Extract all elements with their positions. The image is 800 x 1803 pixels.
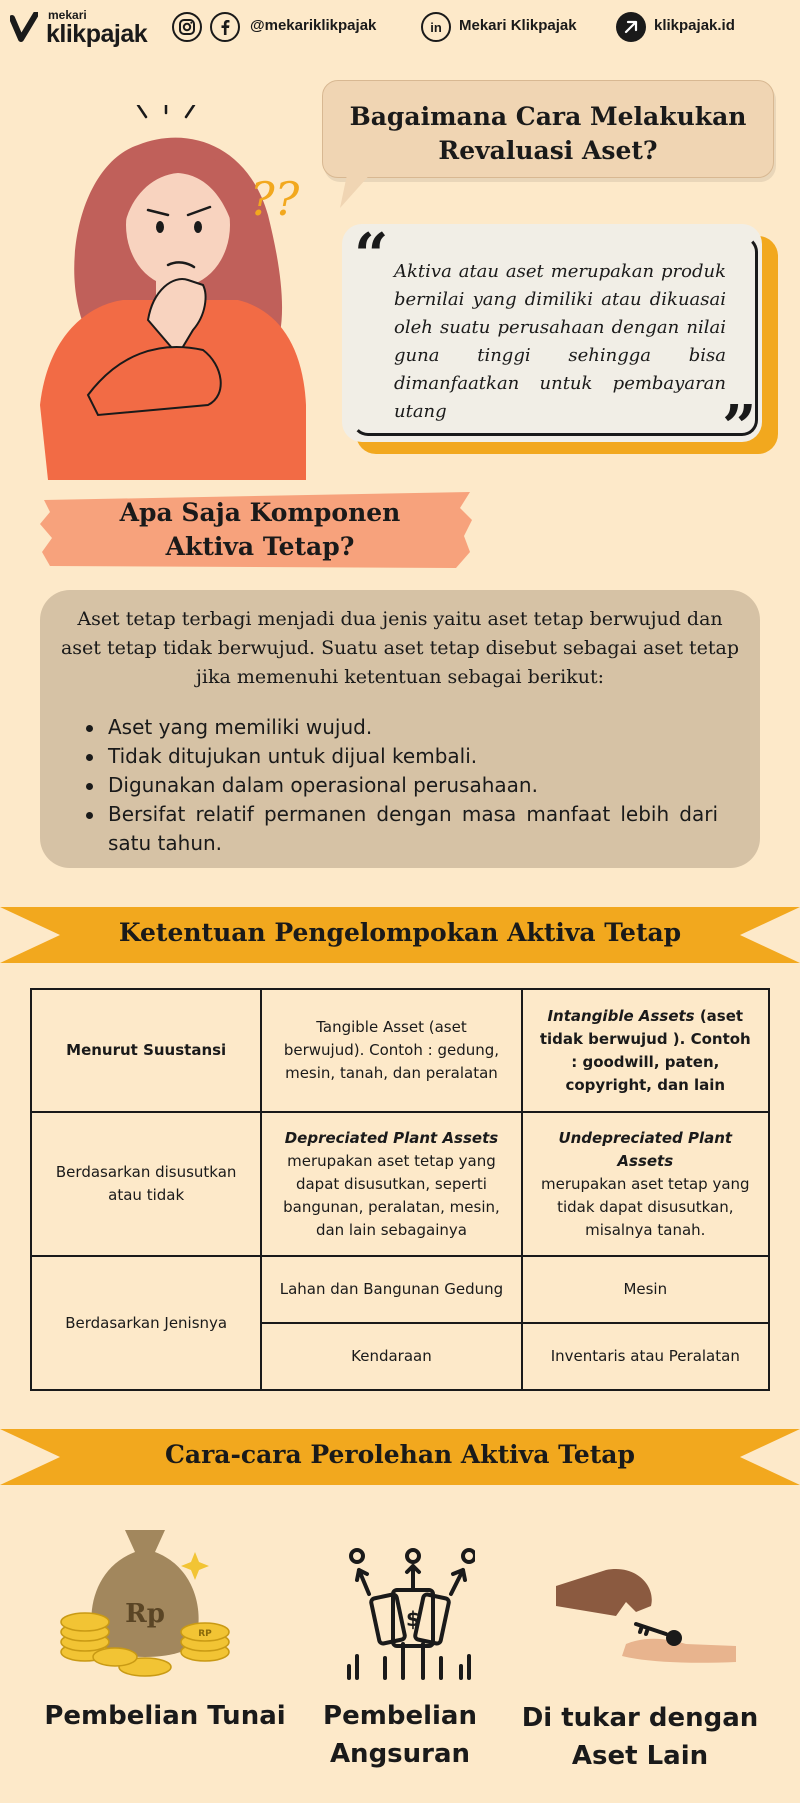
svg-text:??: ?? bbox=[250, 172, 300, 226]
linkedin-icon[interactable]: in bbox=[421, 12, 451, 42]
installment-payment-icon bbox=[345, 1548, 475, 1683]
depreciated-term: Depreciated Plant Assets bbox=[284, 1128, 499, 1147]
components-intro: Aset tetap terbagi menjadi dua jenis yaitu aset tetap berwujud dan aset tetap tidak berwujud. Suatu aset tetap disebut sebagai aset tetap jika memenuhi ketentuan sebagai berikut: bbox=[60, 608, 740, 688]
undepreciated-desc: merupakan aset tetap yang tidak dapat disusutkan, misalnya tanah. bbox=[540, 1174, 750, 1239]
asset-exchange-hands-icon bbox=[556, 1566, 736, 1676]
criteria-list bbox=[86, 713, 718, 858]
asset-definition-quote: Aktiva atau aset merupakan produk bernilai yang dimiliki atau dikuasai oleh suatu perusahaan dengan nilai guna tinggi sehingga bisa dimanfaatkan untuk pembayaran utang bbox=[394, 261, 726, 422]
list-item: Aset yang memiliki wujud. bbox=[86, 713, 718, 742]
components-title-line1: Apa Saja Komponen bbox=[119, 498, 401, 527]
row-label-substance: Menurut Suustansi bbox=[31, 989, 261, 1112]
undepreciated-term: Undepreciated Plant Assets bbox=[558, 1128, 733, 1170]
method-label-line: Di tukar dengan bbox=[521, 1703, 759, 1733]
method-label-line: Pembelian bbox=[323, 1701, 477, 1731]
table-row bbox=[31, 1256, 769, 1323]
table-row bbox=[31, 1112, 769, 1256]
asset-exchange-label bbox=[510, 1699, 770, 1775]
brand-name: klikpajak bbox=[46, 20, 148, 48]
bag-currency-symbol: Rp bbox=[125, 1599, 165, 1629]
list-item: Tidak ditujukan untuk dijual kembali. bbox=[86, 742, 718, 771]
tangible-asset-cell: Tangible Asset (aset berwujud). Contoh : gedung, mesin, tanah, dan peralatan bbox=[261, 989, 521, 1112]
components-title bbox=[60, 496, 460, 564]
money-bag-icon bbox=[55, 1522, 235, 1682]
klikpajak-check-logo-icon bbox=[10, 12, 38, 42]
instagram-icon[interactable] bbox=[172, 12, 202, 42]
type-cell: Mesin bbox=[522, 1256, 769, 1323]
depreciated-asset-cell bbox=[261, 1112, 521, 1256]
type-cell: Inventaris atau Peralatan bbox=[522, 1323, 769, 1390]
speech-tail-shape bbox=[340, 170, 380, 210]
method-label-line: Aset Lain bbox=[571, 1741, 709, 1771]
row-label-depreciation: Berdasarkan disusutkan atau tidak bbox=[31, 1112, 261, 1256]
installment-purchase-label bbox=[280, 1697, 520, 1773]
website-link[interactable]: klikpajak.id bbox=[654, 17, 735, 34]
open-quote-icon: “ bbox=[354, 221, 389, 291]
instagram-handle-link[interactable]: @mekariklikpajak bbox=[250, 17, 377, 34]
table-row bbox=[31, 989, 769, 1112]
components-title-line2: Aktiva Tetap? bbox=[165, 532, 355, 561]
type-cell: Lahan dan Bangunan Gedung bbox=[261, 1256, 521, 1323]
row-label-type: Berdasarkan Jenisnya bbox=[31, 1256, 261, 1390]
method-label-line: Angsuran bbox=[329, 1739, 471, 1769]
classification-title: Ketentuan Pengelompokan Aktiva Tetap bbox=[118, 918, 682, 947]
type-cell: Kendaraan bbox=[261, 1323, 521, 1390]
depreciated-desc: merupakan aset tetap yang dapat disusutkan, seperti bangunan, peralatan, mesin, dan lain sebagainya bbox=[283, 1151, 500, 1239]
acquisition-title: Cara-cara Perolehan Aktiva Tetap bbox=[165, 1440, 635, 1469]
classification-table bbox=[30, 988, 770, 1391]
hero-question-title: Bagaimana Cara Melakukan Revaluasi Aset? bbox=[349, 102, 747, 165]
undepreciated-asset-cell bbox=[522, 1112, 769, 1256]
list-item: Digunakan dalam operasional perusahaan. bbox=[86, 771, 718, 800]
intangible-term: Intangible Assets bbox=[547, 1006, 695, 1025]
list-item: Bersifat relatif permanen dengan masa manfaat lebih dari satu tahun. bbox=[86, 800, 718, 858]
intangible-asset-cell bbox=[522, 989, 769, 1112]
thinking-woman-illustration bbox=[28, 105, 328, 480]
intangible-desc: (aset tidak berwujud ). Contoh : goodwill, paten, copyright, dan lain bbox=[539, 1006, 751, 1094]
method-label-line: Pembelian Tunai bbox=[44, 1701, 286, 1731]
brand-small-text: mekari bbox=[48, 8, 87, 22]
linkedin-name-link[interactable]: Mekari Klikpajak bbox=[459, 17, 577, 34]
coin-currency-symbol: RP bbox=[198, 1629, 212, 1639]
facebook-icon[interactable] bbox=[210, 12, 240, 42]
cash-purchase-label bbox=[35, 1697, 295, 1735]
close-quote-icon: ” bbox=[722, 393, 757, 463]
external-link-arrow-icon[interactable] bbox=[616, 12, 646, 42]
svg-text:$: $ bbox=[406, 1607, 420, 1631]
